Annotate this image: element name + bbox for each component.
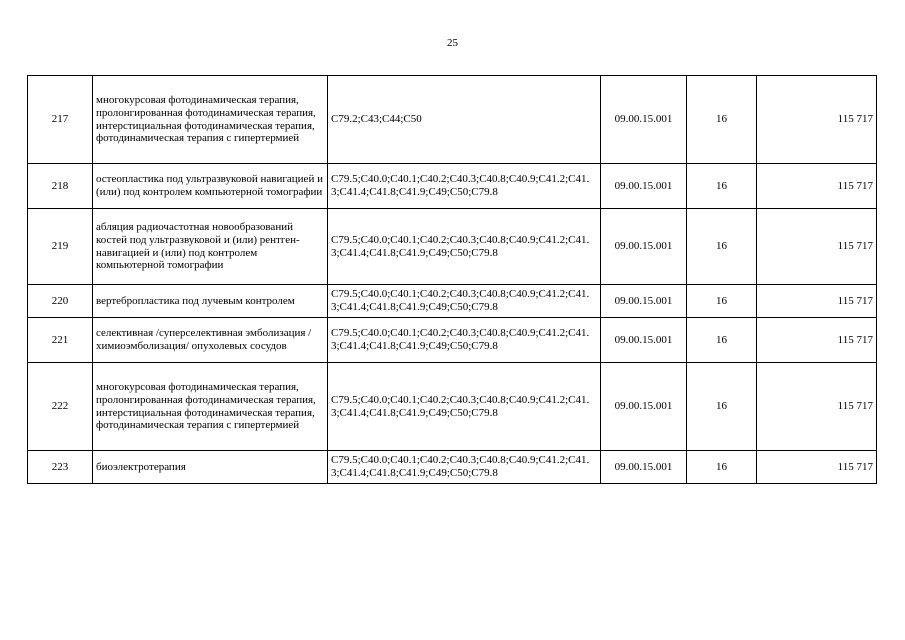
- row-number: 221: [28, 318, 93, 363]
- procedure-name: остеопластика под ультразвуковой навигацией и (или) под контролем компьютерной томографии: [93, 164, 328, 209]
- group-number: 16: [687, 164, 757, 209]
- group-number: 16: [687, 451, 757, 484]
- cost-value: 115 717: [757, 164, 877, 209]
- row-number: 223: [28, 451, 93, 484]
- diagnosis-codes: C79.5;C40.0;C40.1;C40.2;C40.3;C40.8;C40.9;C41.2;C41.3;C41.4;C41.8;C41.9;C49;C50;C79.8: [328, 209, 601, 285]
- model-code: 09.00.15.001: [601, 318, 687, 363]
- row-number: 222: [28, 363, 93, 451]
- table-row: [28, 451, 877, 484]
- cost-value: 115 717: [757, 285, 877, 318]
- table-row: [28, 209, 877, 285]
- model-code: 09.00.15.001: [601, 285, 687, 318]
- cost-value: 115 717: [757, 451, 877, 484]
- cost-value: 115 717: [757, 76, 877, 164]
- procedure-name: биоэлектротерапия: [93, 451, 328, 484]
- diagnosis-codes: C79.2;C43;C44;C50: [328, 76, 601, 164]
- diagnosis-codes: C79.5;C40.0;C40.1;C40.2;C40.3;C40.8;C40.9;C41.2;C41.3;C41.4;C41.8;C41.9;C49;C50;C79.8: [328, 164, 601, 209]
- row-number: 218: [28, 164, 93, 209]
- row-number: 217: [28, 76, 93, 164]
- table-row: [28, 76, 877, 164]
- model-code: 09.00.15.001: [601, 451, 687, 484]
- model-code: 09.00.15.001: [601, 164, 687, 209]
- cost-value: 115 717: [757, 363, 877, 451]
- row-number: 220: [28, 285, 93, 318]
- procedure-name: абляция радиочастотная новообразований костей под ультразвуковой и (или) рентген-навигацией и (или) под контролем компьютерной томографии: [93, 209, 328, 285]
- procedure-name: многокурсовая фотодинамическая терапия, пролонгированная фотодинамическая терапия, интерстициальная фотодинамическая терапия, фотодинамическая терапия с гипертермией: [93, 363, 328, 451]
- model-code: 09.00.15.001: [601, 209, 687, 285]
- page-number: 25: [447, 37, 458, 49]
- procedures-table: [27, 75, 877, 484]
- diagnosis-codes: C79.5;C40.0;C40.1;C40.2;C40.3;C40.8;C40.9;C41.2;C41.3;C41.4;C41.8;C41.9;C49;C50;C79.8: [328, 285, 601, 318]
- model-code: 09.00.15.001: [601, 76, 687, 164]
- diagnosis-codes: C79.5;C40.0;C40.1;C40.2;C40.3;C40.8;C40.9;C41.2;C41.3;C41.4;C41.8;C41.9;C49;C50;C79.8: [328, 451, 601, 484]
- diagnosis-codes: C79.5;C40.0;C40.1;C40.2;C40.3;C40.8;C40.9;C41.2;C41.3;C41.4;C41.8;C41.9;C49;C50;C79.8: [328, 363, 601, 451]
- table-row: [28, 164, 877, 209]
- diagnosis-codes: C79.5;C40.0;C40.1;C40.2;C40.3;C40.8;C40.9;C41.2;C41.3;C41.4;C41.8;C41.9;C49;C50;C79.8: [328, 318, 601, 363]
- table-row: [28, 318, 877, 363]
- cost-value: 115 717: [757, 209, 877, 285]
- group-number: 16: [687, 318, 757, 363]
- group-number: 16: [687, 285, 757, 318]
- group-number: 16: [687, 76, 757, 164]
- procedure-name: многокурсовая фотодинамическая терапия, пролонгированная фотодинамическая терапия, интерстициальная фотодинамическая терапия, фотодинамическая терапия с гипертермией: [93, 76, 328, 164]
- cost-value: 115 717: [757, 318, 877, 363]
- procedure-name: селективная /суперселективная эмболизация /химиоэмболизация/ опухолевых сосудов: [93, 318, 328, 363]
- group-number: 16: [687, 209, 757, 285]
- model-code: 09.00.15.001: [601, 363, 687, 451]
- table-row: [28, 285, 877, 318]
- table-row: [28, 363, 877, 451]
- row-number: 219: [28, 209, 93, 285]
- procedure-name: вертебропластика под лучевым контролем: [93, 285, 328, 318]
- group-number: 16: [687, 363, 757, 451]
